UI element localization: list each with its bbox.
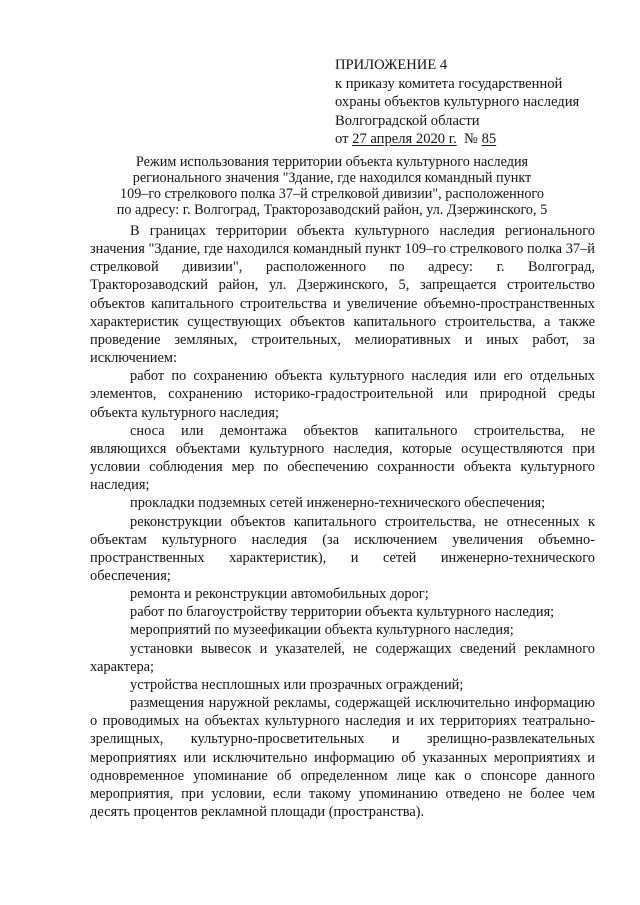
list-item: сноса или демонтажа объектов капитального строительства, не являющихся объектами культурного наследия, которые осуществляются при условии соблюдения мер по обеспечению сохранности объекта культурного наследия; bbox=[90, 422, 595, 494]
appendix-title: ПРИЛОЖЕНИЕ 4 bbox=[335, 57, 448, 73]
list-item: работ по сохранению объекта культурного наследия или его отдельных элементов, сохранению историко-градостроительной или природной среды объекта культурного наследия; bbox=[90, 368, 595, 421]
list-item: установки вывесок и указателей, не содержащих сведений рекламного характера; bbox=[90, 640, 595, 675]
appendix-line: охраны объектов культурного наследия bbox=[335, 94, 580, 111]
list-item: прокладки подземных сетей инженерно-технического обеспечения; bbox=[130, 495, 546, 512]
paragraph-intro: В границах территории объекта культурного наследия регионального значения "Здание, где находился командный пункт 109–го стрелкового полка 37–й стрелковой дивизии", расположенного по адресу: г. Волгоград, Тракторозаводский район, ул. Дзержинского, 5, запрещается строительство объектов капитального строительства и увеличение объемно-пространственных характеристик существующих объектов капитального строительства, а также проведение земляных, строительных, мелиоративных и иных работ, за исключением: bbox=[90, 223, 595, 367]
title-line: по адресу: г. Волгоград, Тракторозаводский район, ул. Дзержинского, 5 bbox=[116, 202, 548, 218]
list-item: устройства несплошных или прозрачных ограждений; bbox=[130, 676, 464, 693]
list-item: ремонта и реконструкции автомобильных дорог; bbox=[130, 586, 429, 603]
order-date: 27 апреля 2020 г. bbox=[352, 131, 457, 148]
appendix-date-line bbox=[335, 130, 579, 149]
title-line: 109–го стрелкового полка 37–й стрелковой дивизии", расположенного bbox=[120, 186, 544, 202]
list-item: мероприятий по музеефикации объекта культурного наследия; bbox=[130, 622, 514, 639]
number-prefix: № bbox=[464, 131, 482, 148]
document-title bbox=[92, 154, 572, 218]
appendix-line: к приказу комитета государственной bbox=[335, 75, 563, 92]
document-body bbox=[90, 222, 595, 821]
list-item: размещения наружной рекламы, содержащей исключительно информацию о проводимых на объектах культурного наследия и их территориях театрально-зрелищных, культурно-просветительных и зрелищно-развлекательных мероприятиях или исключительно информацию об указанных мероприятиях и одновременное упоминание об определенном лице как о спонсоре данного мероприятия, при условии, если такому упоминанию отведено не более чем десять процентов рекламной площади (пространства). bbox=[90, 695, 595, 820]
appendix-line: Волгоградской области bbox=[335, 112, 480, 129]
date-prefix: от bbox=[335, 131, 353, 148]
title-line: Режим использования территории объекта культурного наследия bbox=[135, 154, 529, 170]
list-item: реконструкции объектов капитального строительства, не отнесенных к объектам культурного наследия (за исключением увеличения объемно-пространственных характеристик), и сетей инженерно-технического обеспечения; bbox=[90, 513, 595, 584]
appendix-header bbox=[335, 56, 579, 149]
list-item: работ по благоустройству территории объекта культурного наследия; bbox=[130, 604, 555, 621]
title-line: регионального значения "Здание, где находился командный пункт bbox=[132, 170, 532, 186]
order-number: 85 bbox=[481, 131, 497, 148]
